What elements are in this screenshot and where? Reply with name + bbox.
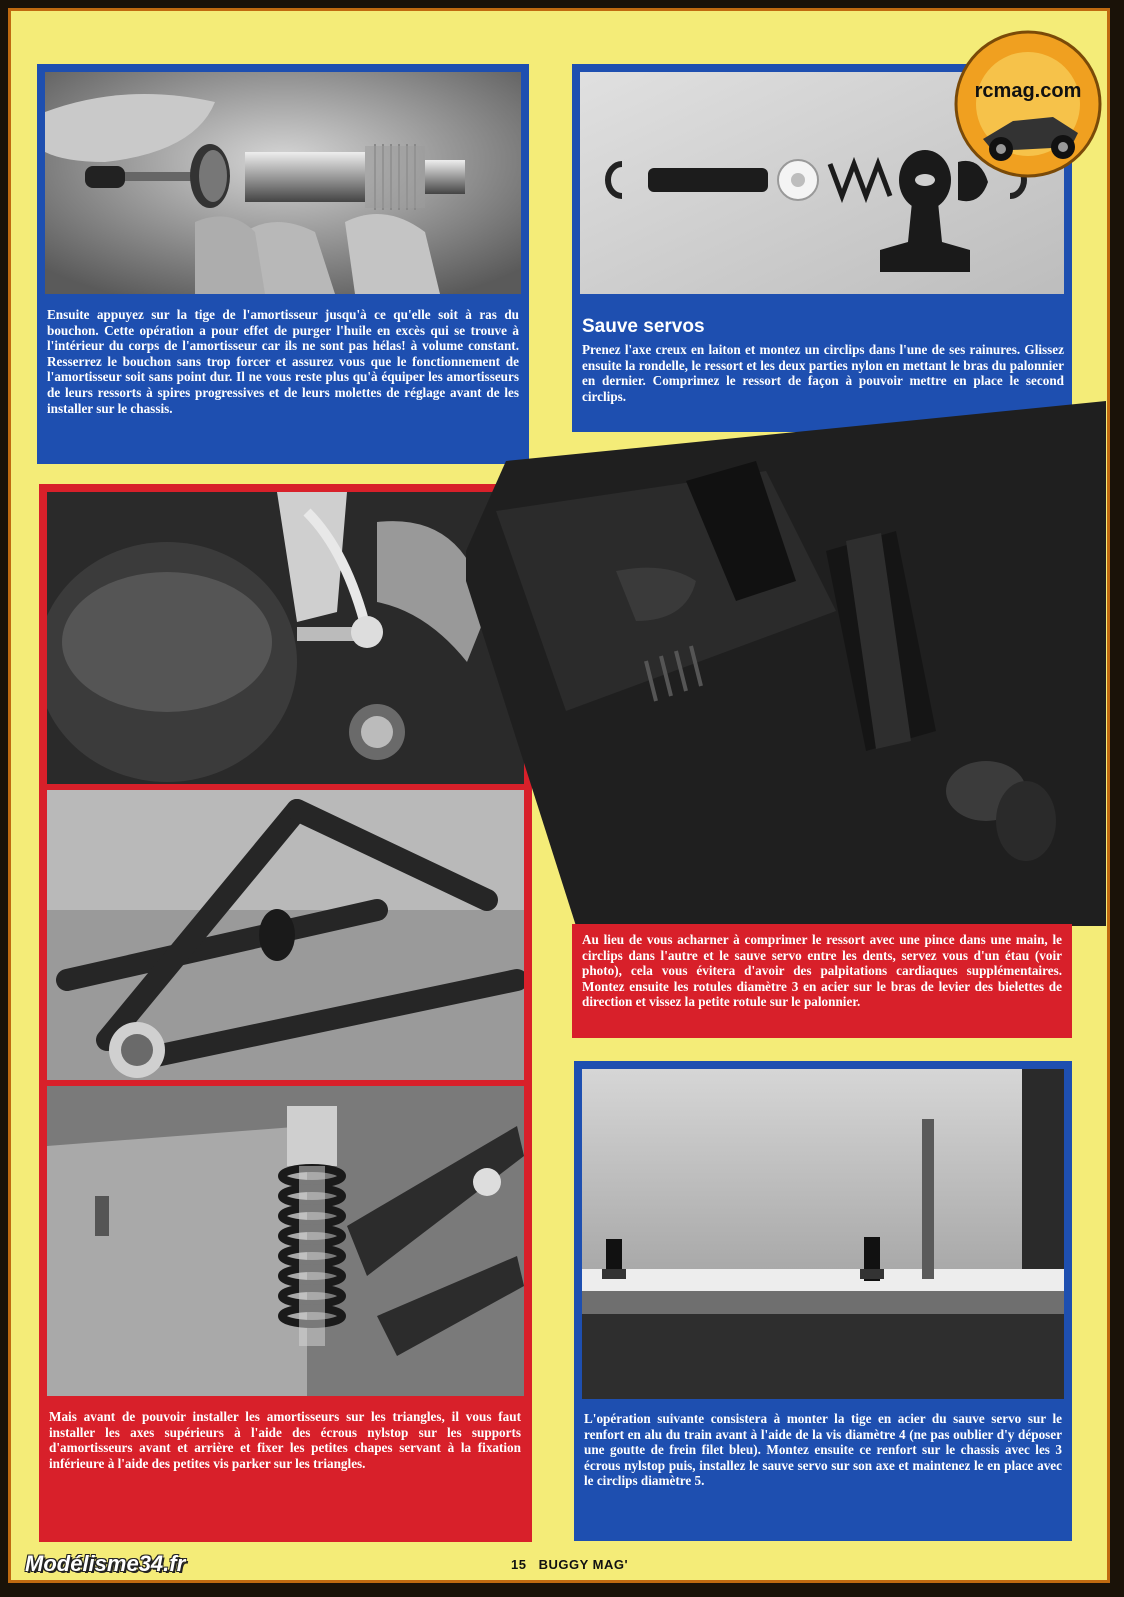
vise-caption: Au lieu de vous acharner à comprimer le ressort avec une pince dans une main, le circlips dans l'autre et le sauve servo entre les dents, servez vous d'un étau (voir photo), cela vous évitera d'avoir des palpitations cardiaques supplémentaires. Montez ensuite les rotules diamètre 3 en acier sur le bras de levier des bielettes de direction et vissez la petite rotule sur le palonnier.	[582, 932, 1062, 1010]
shock-purge-photo	[45, 72, 521, 294]
sauve-servos-caption: Prenez l'axe creux en laiton et montez un circlips dans l'une de ses rainures. Glissez ensuite la rondelle, le ressort et les deux parties nylon en mettant le bras du palonnier en dernier. Comprimez le ressort de façon à pouvoir mettre en place le second circlips.	[582, 342, 1064, 404]
shock-purge-caption: Ensuite appuyez sur la tige de l'amortisseur jusqu'à ce qu'elle soit à ras du bouchon. Cette opération a pour effet de purger l'huile en excès qui se trouve à l'intérieur du corps de l'amortisseur car ils ne sont pas hélas! à volume constant. Resserrez le bouchon sans trop forcer et assurez vous que le fonctionnement de l'amortisseur soit sans point dur. Il ne vous reste plus qu'à équiper les amortisseurs de leurs ressorts à spires progressives et de leurs molettes de réglage avant de les installer sur le chassis.	[47, 307, 519, 416]
vise-photo	[466, 401, 1106, 926]
shock-mount-panel	[39, 484, 532, 1542]
shock-installed-photo	[47, 1086, 524, 1396]
steel-rod-chassis-image	[582, 1069, 1064, 1399]
shock-purge-panel	[37, 64, 529, 464]
shock-installed-image	[47, 1086, 524, 1396]
steel-rod-caption: L'opération suivante consistera à monter la tige en acier du sauve servo sur le renfort en alu du train avant à l'aide de la vis diamètre 4 (ne pas oublier d'y déposer une goutte de frein filet bleu). Montez ensuite ce renfort sur le chassis avec les 3 écrous nylstop puis, installez le sauve servo sur son axe et maintenez le en place avec le circlips diamètre 5.	[584, 1411, 1062, 1489]
footer-site-credit: Modélisme34.fr	[25, 1551, 186, 1576]
rcmag-logo-icon	[953, 29, 1103, 179]
page-number: 15	[511, 1557, 527, 1572]
sauve-servos-title: Sauve servos	[582, 316, 705, 337]
magazine-name: BUGGY MAG'	[538, 1557, 629, 1572]
magazine-page	[8, 8, 1110, 1583]
rcmag-logo-text: rcmag.com	[974, 80, 1082, 102]
steel-rod-panel	[574, 1061, 1072, 1541]
shock-mount-caption: Mais avant de pouvoir installer les amortisseurs sur les triangles, il vous faut installer les axes supérieurs à l'aide des écrous nylstop sur les supports d'amortisseurs avant et arrière et fixer les petites chapes servant à la fixation inférieure à l'aide des petites vis parker sur les triangles.	[49, 1409, 521, 1471]
steel-rod-photo	[582, 1069, 1064, 1399]
suspension-arm-photo	[47, 790, 524, 1080]
vise-caption-panel	[572, 924, 1072, 1038]
footer-page-info	[511, 1557, 628, 1572]
suspension-arm-image	[47, 790, 524, 1080]
rcmag-logo	[953, 29, 1103, 179]
servo-saver-in-vise-image	[466, 401, 1106, 926]
steering-closeup-image	[47, 492, 524, 784]
steering-closeup-photo	[47, 492, 524, 784]
hand-holding-shock-image	[45, 72, 521, 294]
